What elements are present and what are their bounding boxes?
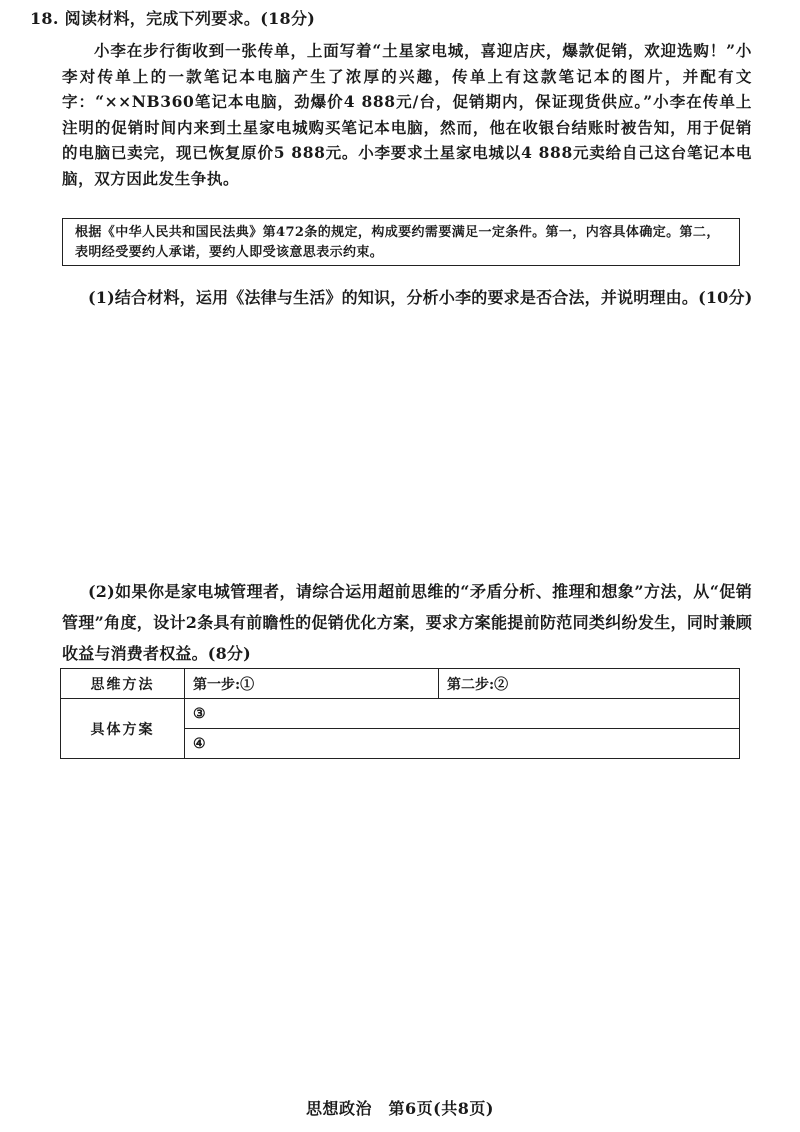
plan3-cell[interactable]: ③ <box>185 699 740 729</box>
page-footer: 思想政治 第6页(共8页) <box>306 1099 494 1118</box>
step2-cell[interactable]: 第二步:② <box>439 669 740 699</box>
step1-cell[interactable]: 第一步:① <box>185 669 439 699</box>
concrete-plan-label: 具体方案 <box>61 699 185 759</box>
thinking-method-label: 思维方法 <box>61 669 185 699</box>
table-row <box>61 669 740 699</box>
plan4-cell[interactable]: ④ <box>185 729 740 759</box>
sub-question-1: (1)结合材料，运用《法律与生活》的知识，分析小李的要求是否合法，并说明理由。(10分) <box>88 288 753 307</box>
sub-question-2: (2)如果你是家电城管理者，请综合运用超前思维的“矛盾分析、推理和想象”方法，从“促销管理”角度，设计2条具有前瞻性的促销优化方案，要求方案能提前防范同类纠纷发生，同时兼顾收益与消费者权益。(8分) <box>62 582 752 663</box>
answer-table <box>60 668 740 759</box>
question-title: 18. 阅读材料，完成下列要求。(18分) <box>30 9 316 28</box>
table-row <box>61 699 740 729</box>
material-text: 小李在步行街收到一张传单，上面写着“土星家电城，喜迎店庆，爆款促销，欢迎选购！”小李对传单上的一款笔记本电脑产生了浓厚的兴趣，传单上有这款笔记本的图片，并配有文字：“××NB360笔记本电脑，劲爆价4 888元/台，促销期内，保证现货供应。”小李在传单上注明的促销时间内来到土星家电城购买笔记本电脑，然而，他在收银台结账时被告知，用于促销的电脑已卖完，现已恢复原价5 888元。小李要求土星家电城以4 888元卖给自己这台笔记本电脑，双方因此发生争执。 <box>62 41 752 188</box>
legal-note-box: 根据《中华人民共和国民法典》第472条的规定，构成要约需要满足一定条件。第一，内容具体确定。第二，表明经受要约人承诺，要约人即受该意思表示约束。 <box>62 218 740 266</box>
